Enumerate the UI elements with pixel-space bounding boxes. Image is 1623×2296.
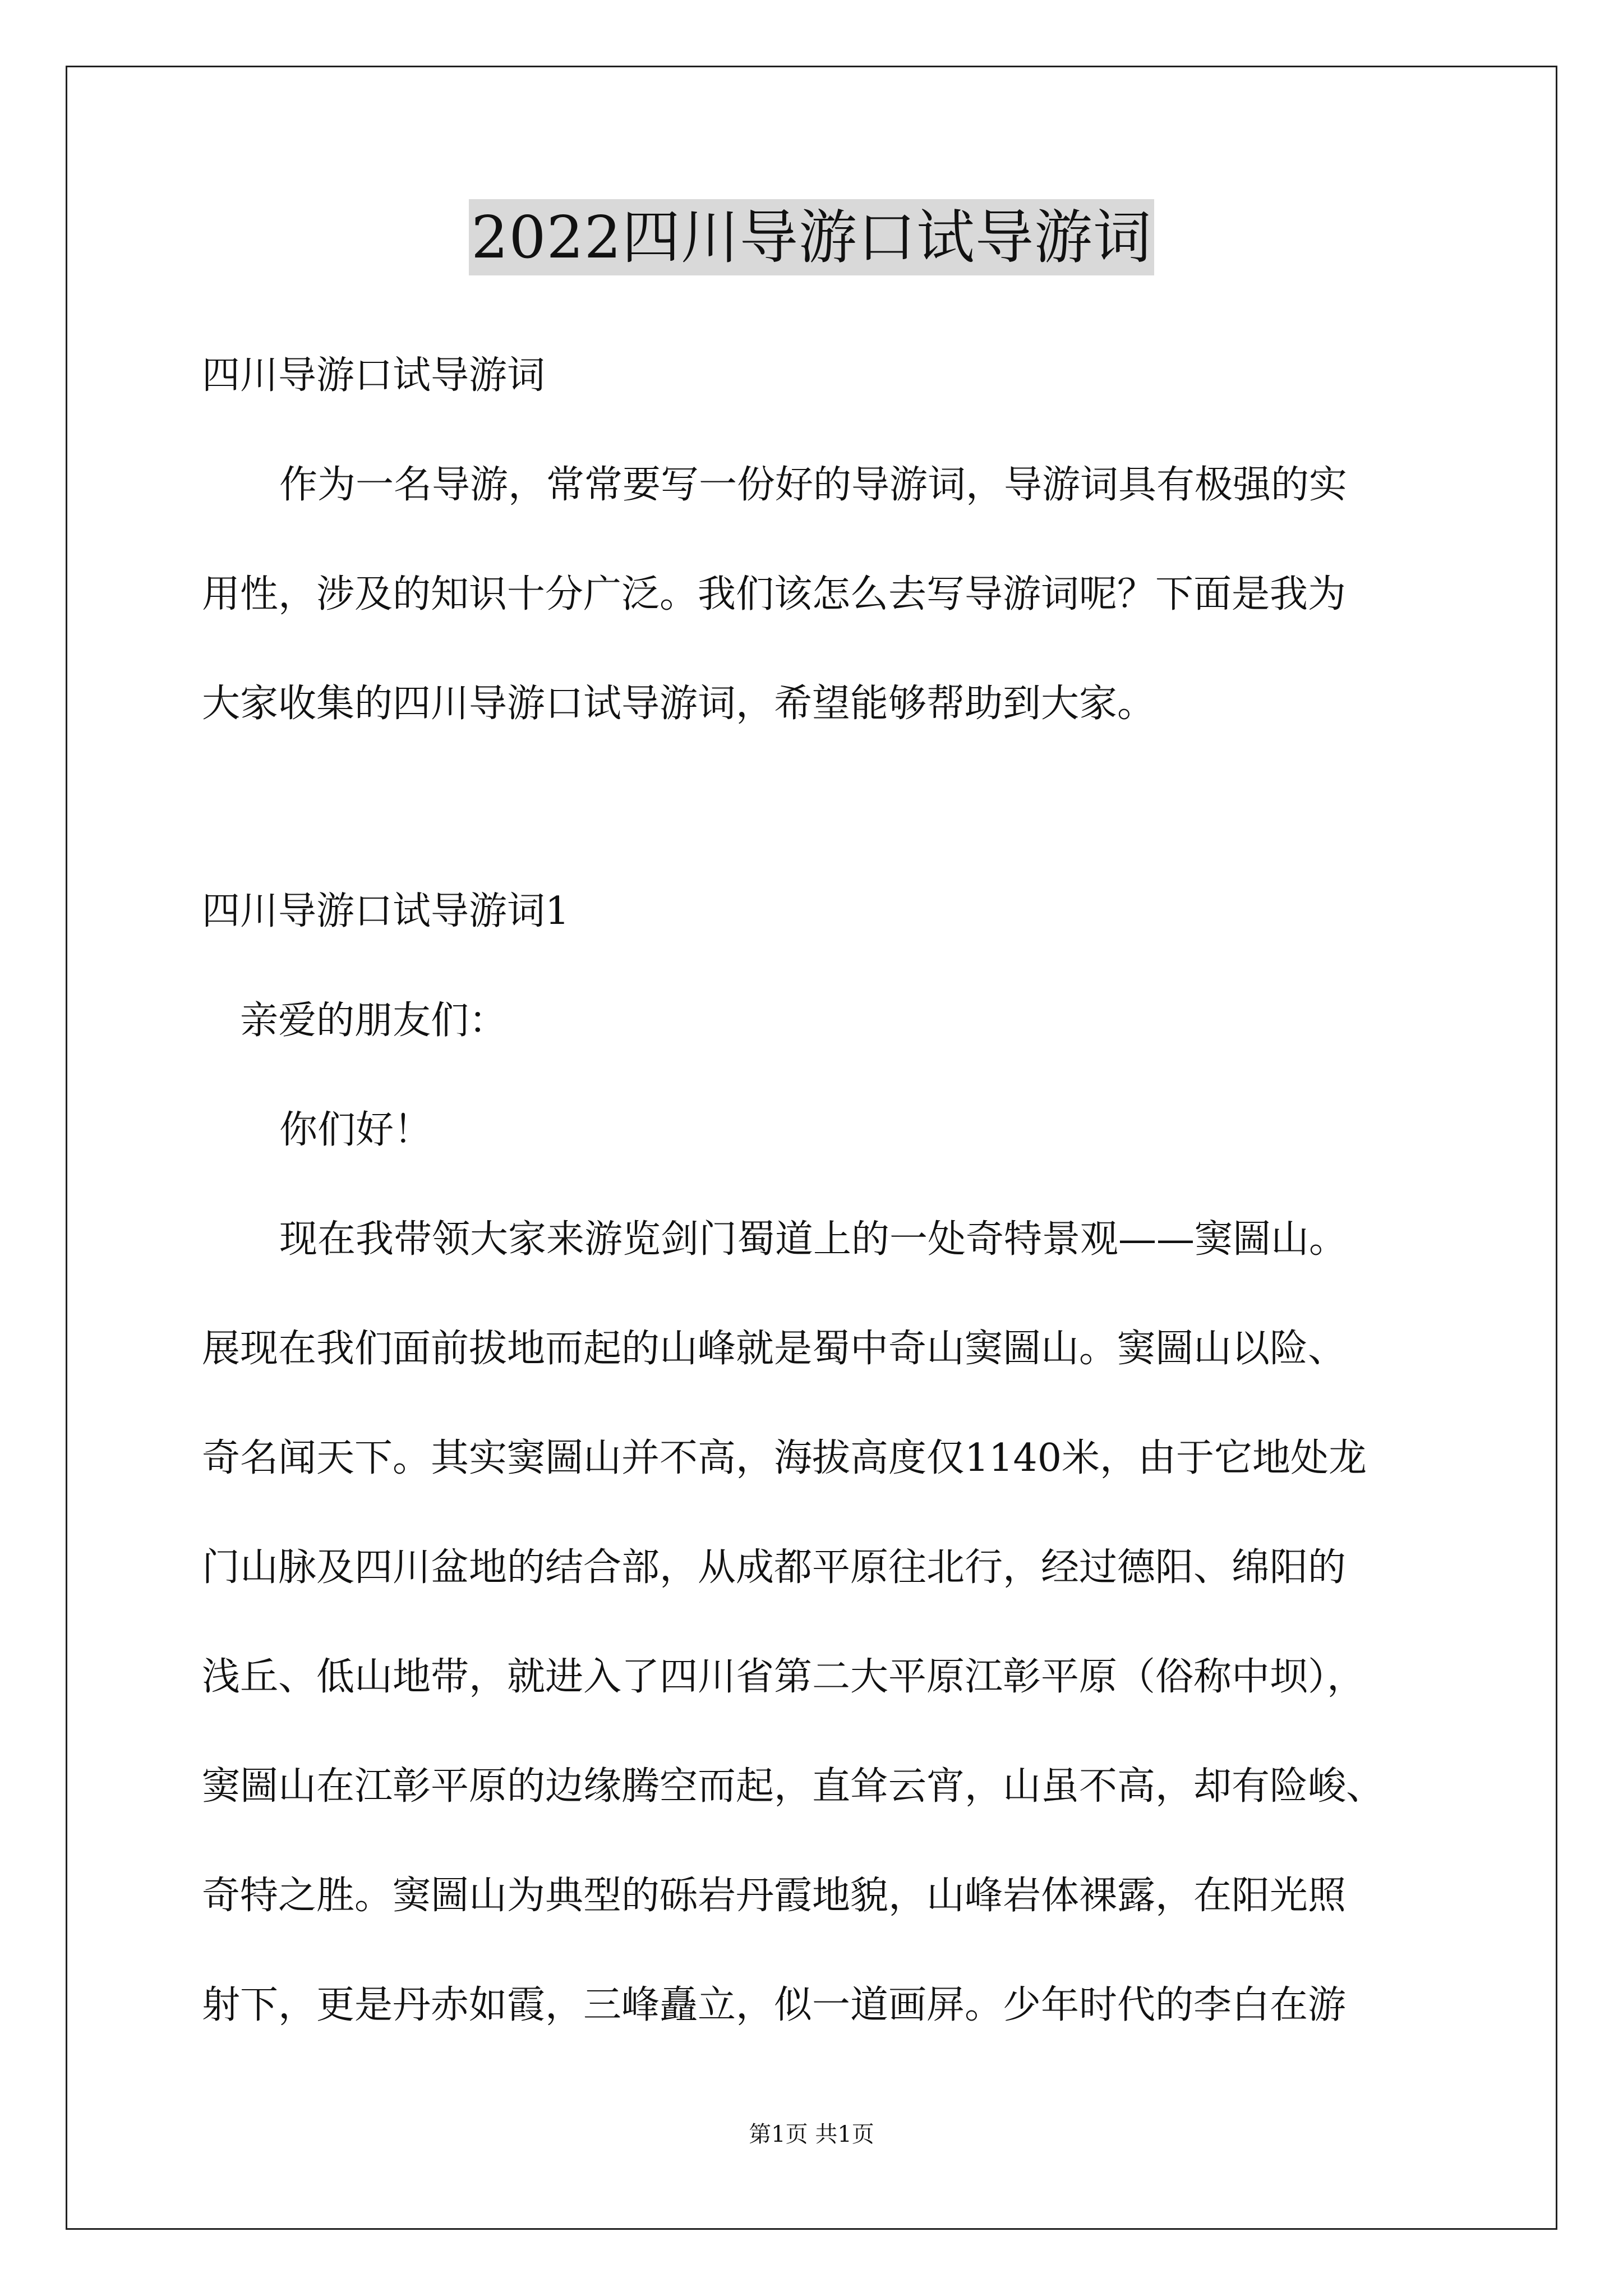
body-line-4: 门山脉及四川盆地的结合部，从成都平原往北行，经过德阳、绵阳的 — [202, 1545, 1347, 1590]
document-title: 2022四川导游口试导游词 — [469, 199, 1154, 275]
body-line-8: 射下，更是丹赤如霞，三峰矗立，似一道画屏。少年时代的李白在游 — [202, 1983, 1347, 2027]
intro-line-1: 作为一名导游，常常要写一份好的导游词，导游词具有极强的实 — [279, 463, 1348, 507]
page-footer: 第1页 共1页 — [749, 2122, 874, 2147]
body-line-2: 展现在我们面前拔地而起的山峰就是蜀中奇山窦圌山。窦圌山以险、 — [202, 1327, 1347, 1371]
section-heading: 四川导游口试导游词1 — [202, 889, 570, 933]
subtitle-line: 四川导游口试导游词 — [202, 353, 546, 398]
intro-line-3: 大家收集的四川导游口试导游词，希望能够帮助到大家。 — [202, 682, 1156, 726]
body-line-7: 奇特之胜。窦圌山为典型的砾岩丹霞地貌，山峰岩体裸露，在阳光照 — [202, 1874, 1347, 1918]
intro-line-2: 用性，涉及的知识十分广泛。我们该怎么去写导游词呢？下面是我为 — [202, 572, 1347, 616]
hello-line: 你们好！ — [279, 1108, 432, 1152]
body-line-6: 窦圌山在江彰平原的边缘腾空而起，直耸云宵，山虽不高，却有险峻、 — [202, 1764, 1385, 1809]
greeting-line: 亲爱的朋友们： — [240, 999, 508, 1043]
body-line-5: 浅丘、低山地带，就进入了四川省第二大平原江彰平原（俗称中坝）， — [202, 1655, 1366, 1699]
body-line-1: 现在我带领大家来游览剑门蜀道上的一处奇特景观——窦圌山。 — [279, 1217, 1348, 1262]
body-line-3: 奇名闻天下。其实窦圌山并不高，海拔高度仅1140米，由于它地处龙 — [202, 1436, 1367, 1480]
title-block — [0, 199, 1623, 275]
